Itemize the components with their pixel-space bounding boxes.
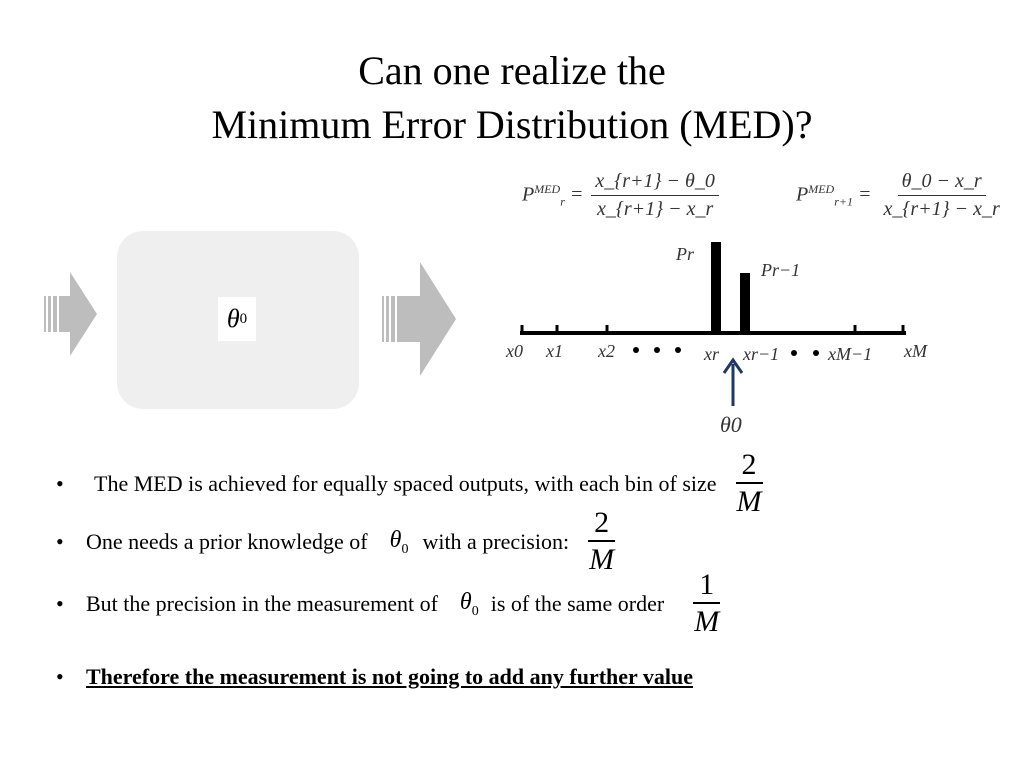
formula-pr-sub: r (560, 194, 565, 209)
formula-pr1-sub: r+1 (834, 194, 853, 209)
tick-label-xr: xr (704, 344, 719, 364)
block-label-symbol: θ (226, 304, 240, 333)
bar-label-pr: Pr (676, 244, 694, 264)
bullet-2-text-after: with a precision: (422, 529, 570, 554)
formula-pr1-numerator: θ_0 − x_r (898, 170, 986, 196)
bullet-4-marker: • (56, 664, 64, 689)
bullet-1-frac-num: 2 (736, 448, 763, 484)
formula-pr1-base: P (796, 183, 809, 206)
bullet-2-sym-sub: 0 (401, 541, 409, 557)
bullet-2-symbol (390, 527, 409, 558)
tick-label-xm1: xM−1 (828, 344, 873, 364)
bullet-2-frac-den: M (589, 543, 615, 576)
bullet-3-sym: θ (459, 588, 472, 615)
title-line-2: Minimum Error Distribution (MED)? (211, 102, 813, 147)
bullet-2-frac-num: 2 (588, 506, 615, 542)
formula-pr-sup: MED (534, 181, 561, 196)
formula-pr-numerator: x_{r+1} − θ_0 (591, 170, 718, 196)
bullet-3-frac-den: M (694, 605, 720, 638)
formula-pr-base: P (522, 183, 535, 206)
bullet-4 (56, 664, 693, 690)
bullet-3-text-before: But the precision in the measurement of (86, 591, 438, 616)
bullet-1-frac-den: M (736, 485, 762, 518)
tick-label-xr1: xr−1 (743, 344, 780, 364)
bullet-4-text: Therefore the measurement is not going to add any further value (86, 664, 694, 689)
bullet-3-fraction (688, 568, 725, 640)
tick-label-x0: x0 (506, 341, 523, 361)
tick-label-x1: x1 (546, 341, 563, 361)
formula-pr1-lhs: $P^{MED}_{r+1}$ = (796, 181, 872, 209)
tick-label-x2: x2 (598, 341, 615, 361)
formula-pr-denominator: x_{r+1} − x_r (596, 198, 714, 220)
bullet-3-frac-num: 1 (693, 568, 720, 604)
theta-label: θ0 (720, 412, 742, 437)
bullet-3-sym-sub: 0 (471, 603, 479, 619)
bullet-1-fraction (731, 448, 768, 520)
bullet-2-text-before: One needs a prior knowledge of (86, 529, 368, 554)
bar-label-pr1: Pr−1 (761, 260, 801, 280)
bullet-3-marker: • (56, 591, 64, 616)
bullet-1-text: The MED is achieved for equally spaced outputs, with each bin of size (94, 471, 717, 496)
formula-pr-lhs: $P^{MED}_r$ = (522, 181, 584, 209)
tick-label-xm: xM (904, 341, 927, 361)
title-line-1: Can one realize the (358, 48, 666, 93)
formula-pr1-denominator: x_{r+1} − x_r (883, 198, 1000, 220)
formula-pr1-sup: MED (808, 181, 835, 196)
bullet-2-marker: • (56, 529, 64, 554)
bullet-3 (56, 568, 725, 640)
bullet-2-sym: θ (389, 526, 402, 553)
block-label-sub: 0 (239, 310, 248, 327)
bullet-3-symbol (460, 589, 479, 620)
bullet-3-text-after: is of the same order (490, 591, 665, 616)
bullet-1-marker: • (56, 471, 64, 496)
